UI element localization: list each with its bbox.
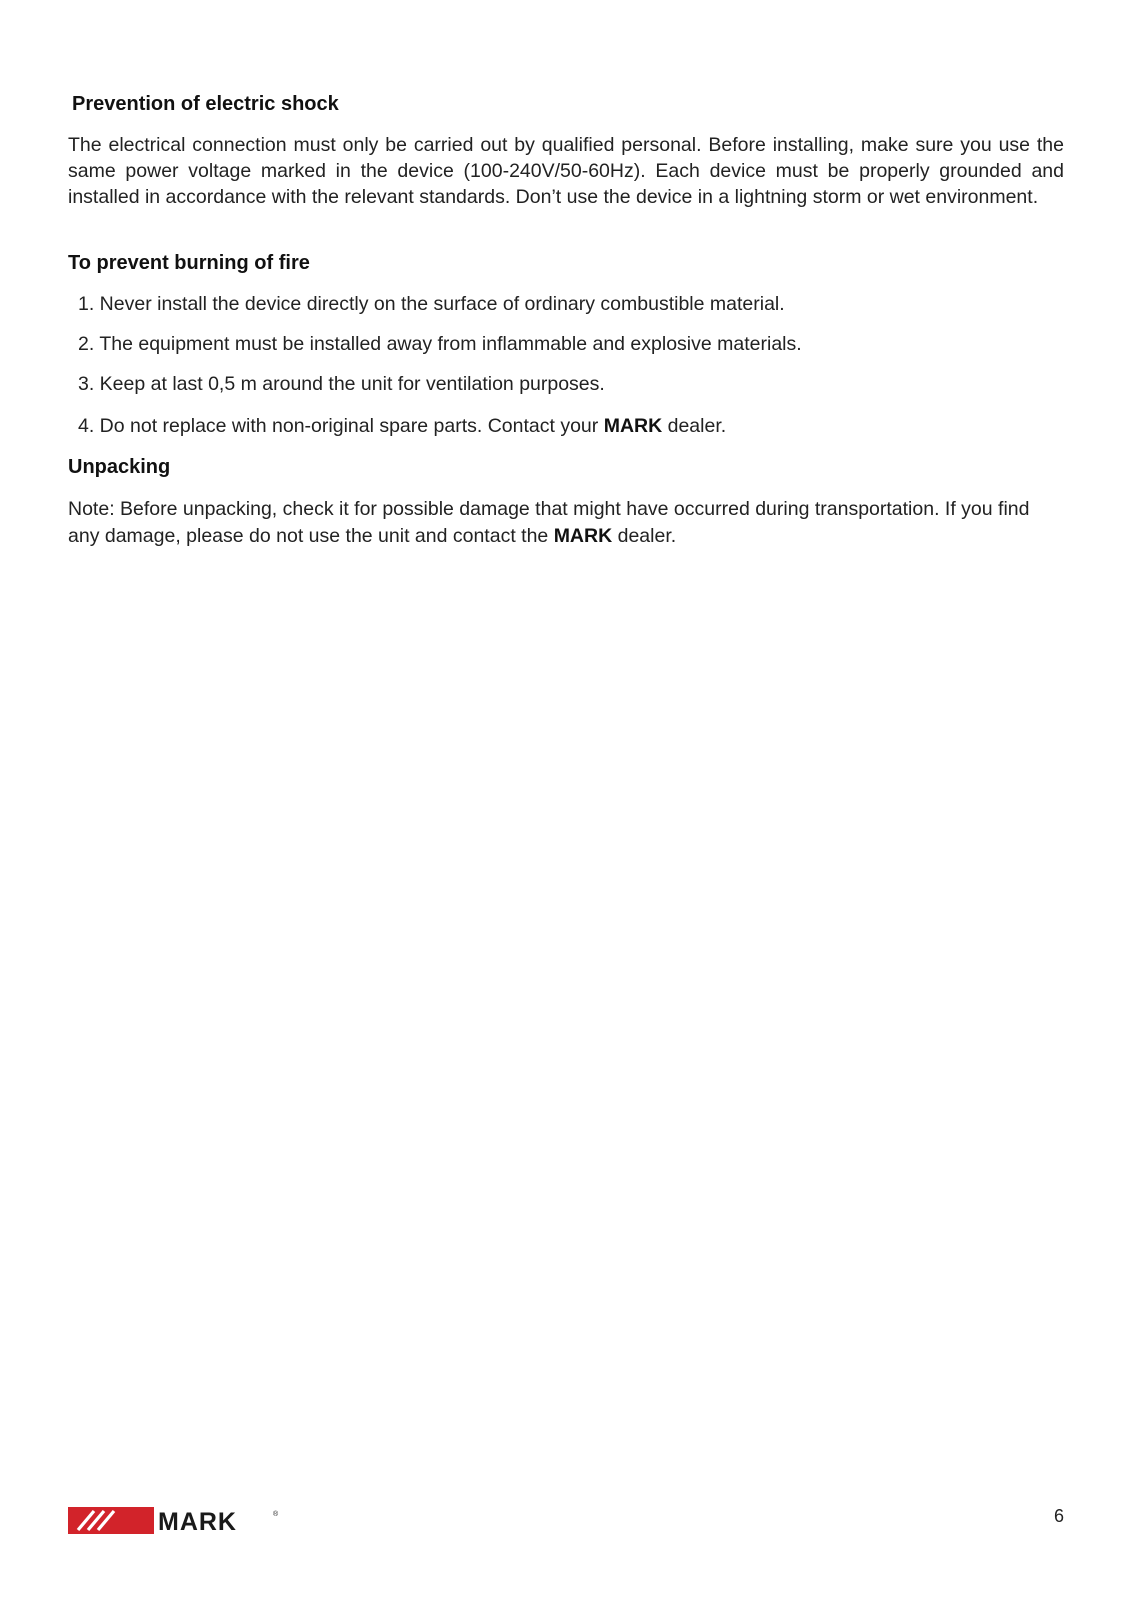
brand-name: MARK <box>553 525 613 547</box>
heading-fire-prevention: To prevent burning of fire <box>68 252 310 274</box>
list-item: 2. The equipment must be installed away from inflammable and explosive materials. <box>78 333 802 355</box>
brand-name: MARK <box>603 415 663 437</box>
heading-unpacking: Unpacking <box>68 456 171 478</box>
paragraph-electric-shock: The electrical connection must only be carried out by qualified personal. Before installing, make sure you use the same power voltage marked in the device (100-240V/50-60Hz). Each device must be properly grounded and installed in accordance with the relevant standards. Don’t use the device in a lightning storm or wet environment. <box>68 134 1064 208</box>
list-item: 1. Never install the device directly on the surface of ordinary combustible material. <box>78 293 785 315</box>
paragraph-unpacking <box>68 496 1064 550</box>
list-item-text: 4. Do not replace with non-original spare parts. Contact your <box>78 415 604 437</box>
mark-logo <box>68 1506 282 1536</box>
heading-electric-shock: Prevention of electric shock <box>72 93 339 115</box>
paragraph-text: Note: Before unpacking, check it for possible damage that might have occurred during transportation. If you find any damage, please do not use the unit and contact the <box>68 498 1030 547</box>
list-item <box>78 413 726 439</box>
page-number: 6 <box>1053 1506 1064 1526</box>
logo-text: MARK <box>158 1508 237 1536</box>
registered-mark: ® <box>273 1511 279 1518</box>
list-item-text: dealer. <box>662 415 727 437</box>
list-item: 3. Keep at last 0,5 m around the unit for ventilation purposes. <box>78 373 605 395</box>
paragraph-text: dealer. <box>612 525 677 547</box>
